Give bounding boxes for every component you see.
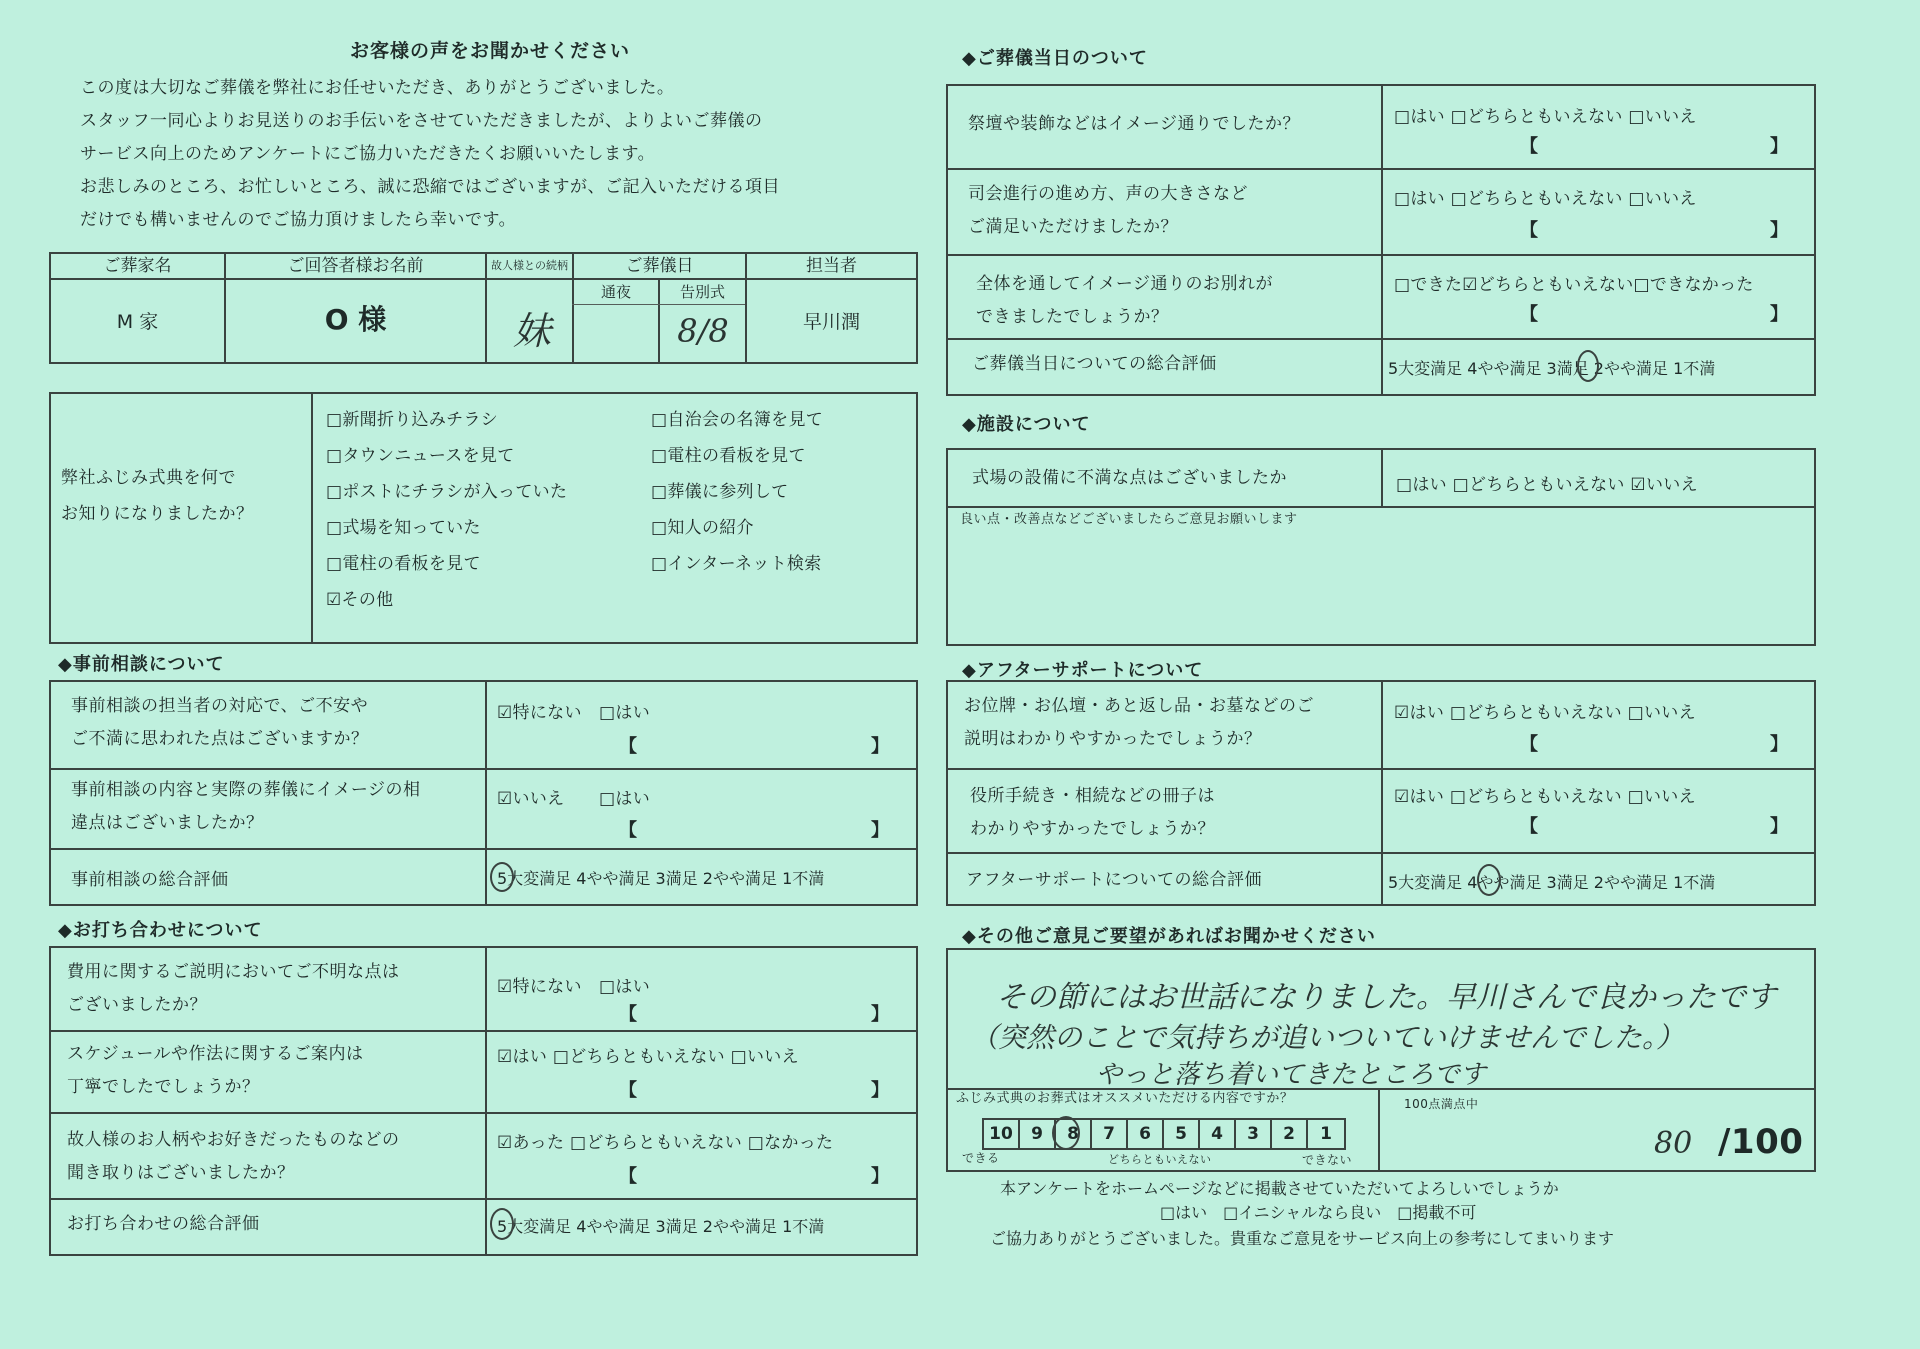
after-q2-options[interactable]: ☑はい □どちらともいえない □いいえ — [1394, 787, 1696, 807]
rating-circle — [1577, 350, 1599, 382]
scale-number[interactable]: 5 — [1164, 1120, 1200, 1148]
respondent-name: O 様 — [324, 303, 387, 336]
after-q1 — [964, 690, 1314, 756]
meeting-section-title: ◆お打ち合わせについて — [58, 920, 263, 941]
scale-number[interactable]: 7 — [1092, 1120, 1128, 1148]
consult-q3: 事前相談の総合評価 — [71, 870, 229, 890]
other-table — [946, 948, 1816, 1172]
question-line: 事前相談の内容と実際の葬儀にイメージの相 — [71, 780, 421, 800]
source-options-right — [651, 402, 823, 582]
source-option[interactable]: □インターネット検索 — [651, 554, 822, 574]
bracket-close: 】 — [1770, 304, 1788, 325]
question-line: 全体を通してイメージ通りのお別れが — [976, 274, 1273, 294]
meeting-q2 — [67, 1038, 363, 1104]
meeting-q3-options[interactable]: ☑あった □どちらともいえない □なかった — [497, 1133, 834, 1153]
bracket-close: 】 — [871, 1004, 889, 1025]
scale-number[interactable]: 8 — [1056, 1120, 1092, 1148]
question-line: お知りになりましたか？ — [61, 504, 254, 524]
handwritten-comment-line: やっと落ち着いてきたところです — [1096, 1060, 1486, 1090]
after-table — [946, 680, 1816, 906]
day-q2-options[interactable]: □はい □どちらともいえない □いいえ — [1394, 189, 1697, 209]
source-table — [49, 392, 918, 644]
question-line: 違点はございましたか？ — [71, 813, 264, 833]
facility-note: 良い点・改善点などございましたらご意見お願いします — [960, 512, 1298, 527]
question-line: 丁寧でしたでしょうか？ — [67, 1077, 260, 1097]
bracket-close: 】 — [1770, 136, 1788, 157]
question-line: 聞き取りはございましたか？ — [67, 1163, 295, 1183]
bracket-close: 】 — [1770, 220, 1788, 241]
bracket-open: 【 — [1520, 816, 1538, 837]
bracket-open: 【 — [1520, 136, 1538, 157]
scale-left-label: できる — [962, 1151, 1000, 1165]
score-handwritten: 80 — [1654, 1126, 1693, 1161]
intro-line: だけでも構いませんのでご協力頂けましたら幸いです。 — [80, 210, 517, 230]
consult-q1 — [71, 690, 369, 756]
question-line: 司会進行の進め方、声の大きさなど — [968, 184, 1248, 204]
staff-header: 担当者 — [806, 256, 857, 276]
question-line: ございましたか？ — [67, 995, 207, 1015]
bracket-close: 】 — [1770, 816, 1788, 837]
meeting-q4: お打ち合わせの総合評価 — [67, 1214, 260, 1234]
scale-number[interactable]: 6 — [1128, 1120, 1164, 1148]
meeting-q1 — [67, 956, 400, 1022]
consult-q1-options[interactable]: ☑特にない □はい — [497, 703, 651, 723]
intro-text — [80, 72, 780, 237]
relation-handwritten: 妹 — [512, 309, 551, 353]
day-q2 — [968, 178, 1248, 244]
day-q1: 祭壇や装飾などはイメージ通りでしたか？ — [968, 114, 1300, 134]
meeting-q2-options[interactable]: ☑はい □どちらともいえない □いいえ — [497, 1047, 799, 1067]
bracket-open: 【 — [1520, 734, 1538, 755]
recommend-circle — [1052, 1116, 1080, 1150]
question-line: スケジュールや作法に関するご案内は — [67, 1044, 364, 1064]
consult-table — [49, 680, 918, 906]
publish-options[interactable]: □はい □イニシャルなら良い □掲載不可 — [1160, 1203, 1477, 1222]
consult-q2 — [71, 774, 421, 840]
intro-line: サービス向上のためアンケートにご協力いただきたくお願いいたします。 — [80, 144, 656, 164]
scale-right-label: できない — [1302, 1153, 1353, 1167]
scale-number[interactable]: 10 — [984, 1120, 1020, 1148]
bracket-open: 【 — [619, 736, 637, 757]
bracket-open: 【 — [619, 1166, 637, 1187]
family-header: ご葬家名 — [103, 256, 172, 276]
scale-number[interactable]: 1 — [1320, 1124, 1332, 1144]
day-q3 — [976, 268, 1273, 334]
source-option[interactable]: ☑その他 — [326, 590, 394, 610]
bracket-close: 】 — [871, 820, 889, 841]
recommend-question: ふじみ式典のお葬式はオススメいただける内容ですか？ — [956, 1091, 1294, 1106]
scale-mid-label: どちらともいえない — [1108, 1153, 1212, 1166]
bracket-open: 【 — [619, 1004, 637, 1025]
consult-section-title: ◆事前相談について — [58, 654, 225, 675]
rating-circle — [490, 1208, 514, 1240]
question-line: ご満足いただけましたか？ — [968, 217, 1178, 237]
question-line: わかりやすかったでしょうか？ — [970, 819, 1215, 839]
intro-line: お悲しみのところ、お忙しいところ、誠に恐縮ではございますが、ご記入いただける項目 — [80, 177, 780, 197]
facility-section-title: ◆施設について — [962, 414, 1091, 435]
meeting-table — [49, 946, 918, 1256]
consult-rating-scale[interactable]: 5大変満足 4やや満足 3満足 2やや満足 1不満 — [497, 869, 825, 888]
source-option[interactable]: □ポストにチラシが入っていた — [326, 482, 568, 502]
day-section-title: ◆ご葬儀当日のついて — [962, 48, 1148, 69]
question-line: 故人様のお人柄やお好きだったものなどの — [67, 1130, 400, 1150]
day-q4: ご葬儀当日についての総合評価 — [972, 354, 1217, 374]
wake-header: 通夜 — [600, 283, 631, 301]
source-option[interactable]: □新聞折り込みチラシ — [326, 410, 499, 430]
source-option[interactable]: □電柱の看板を見て — [651, 446, 806, 466]
respondent-header: ご回答者様お名前 — [287, 256, 424, 276]
survey-title: お客様の声をお聞かせください — [349, 40, 630, 62]
source-option[interactable]: □式場を知っていた — [326, 518, 481, 538]
score-total: /100 — [1718, 1122, 1804, 1162]
facility-comment-area[interactable] — [964, 532, 1798, 636]
question-line: 役所手続き・相続などの冊子は — [970, 786, 1215, 806]
bracket-close: 】 — [871, 736, 889, 757]
thanks-note: ご協力ありがとうございました。貴重なご意見をサービス向上の参考にしてまいります — [990, 1229, 1615, 1248]
question-line: ご不満に思われた点はございますか？ — [71, 729, 369, 749]
source-options-left — [326, 402, 567, 618]
question-line: 費用に関するご説明においてご不明な点は — [67, 962, 400, 982]
intro-line: この度は大切なご葬儀を弊社にお任せいただき、ありがとうございました。 — [80, 78, 675, 98]
meeting-rating-scale[interactable]: 5大変満足 4やや満足 3満足 2やや満足 1不満 — [497, 1217, 825, 1236]
after-section-title: ◆アフターサポートについて — [962, 660, 1204, 681]
score-label: 100点満点中 — [1404, 1097, 1479, 1111]
day-table — [946, 84, 1816, 396]
scale-number[interactable]: 4 — [1200, 1120, 1236, 1148]
publish-question: 本アンケートをホームページなどに掲載させていただいてよろしいでしょうか — [1000, 1179, 1559, 1198]
bracket-close: 】 — [871, 1080, 889, 1101]
bracket-close: 】 — [871, 1166, 889, 1187]
funeral-header: 告別式 — [679, 283, 725, 301]
info-table — [49, 252, 918, 364]
after-rating-scale[interactable]: 5大変満足 4やや満足 3満足 2やや満足 1不満 — [1388, 873, 1716, 892]
handwritten-comment-line: （突然のことで気持ちが追いついていけませんでした。） — [970, 1021, 1685, 1054]
question-line: お位牌・お仏壇・あと返し品・お墓などのご — [964, 696, 1314, 716]
facility-q1-options[interactable]: □はい □どちらともいえない ☑いいえ — [1396, 475, 1698, 495]
relation-header: 故人様との続柄 — [491, 259, 568, 272]
source-option[interactable]: □知人の紹介 — [651, 518, 754, 538]
recommend-scale[interactable] — [982, 1118, 1346, 1150]
source-option[interactable]: □電柱の看板を見て — [326, 554, 481, 574]
scale-number[interactable]: 2 — [1272, 1120, 1308, 1148]
question-line: できましたでしょうか？ — [976, 307, 1169, 327]
facility-table — [946, 448, 1816, 646]
scale-number[interactable]: 3 — [1236, 1120, 1272, 1148]
day-q1-options[interactable]: □はい □どちらともいえない □いいえ — [1394, 107, 1697, 127]
consult-q2-options[interactable]: ☑いいえ □はい — [497, 789, 651, 809]
question-line: 説明はわかりやすかったでしょうか？ — [964, 729, 1262, 749]
source-option[interactable]: □タウンニュースを見て — [326, 446, 515, 466]
rating-circle — [1477, 864, 1501, 896]
question-line: 弊社ふじみ式典を何で — [61, 468, 236, 488]
handwritten-comment-line: その節にはお世話になりました。早川さんで良かったです — [996, 980, 1776, 1015]
after-q3: アフターサポートについての総合評価 — [966, 870, 1262, 890]
date-header: ご葬儀日 — [625, 256, 694, 276]
funeral-date-handwritten: 8/8 — [677, 312, 729, 350]
intro-line: スタッフ一同心よりお見送りのお手伝いをさせていただきましたが、よりよいご葬儀の — [80, 111, 763, 131]
bracket-open: 【 — [619, 1080, 637, 1101]
question-line: 事前相談の担当者の対応で、ご不安や — [71, 696, 369, 716]
meeting-q1-options[interactable]: ☑特にない □はい — [497, 977, 651, 997]
scale-number[interactable]: 9 — [1020, 1120, 1056, 1148]
bracket-open: 【 — [1520, 220, 1538, 241]
source-option[interactable]: □自治会の名簿を見て — [651, 410, 824, 430]
family-name: M 家 — [116, 311, 159, 333]
day-rating-scale[interactable]: 5大変満足 4やや満足 3満足 2やや満足 1不満 — [1388, 359, 1716, 378]
rating-circle — [490, 862, 514, 892]
facility-q1: 式場の設備に不満な点はございましたか — [972, 468, 1287, 488]
bracket-open: 【 — [1520, 304, 1538, 325]
staff-name: 早川潤 — [802, 311, 860, 333]
bracket-open: 【 — [619, 820, 637, 841]
other-section-title: ◆その他ご意見ご要望があればお聞かせください — [962, 926, 1376, 947]
after-q2 — [970, 780, 1215, 846]
day-q3-options[interactable]: □できた☑どちらともいえない□できなかった — [1394, 275, 1754, 295]
bracket-close: 】 — [1770, 734, 1788, 755]
source-option[interactable]: □葬儀に参列して — [651, 482, 789, 502]
meeting-q3 — [67, 1124, 400, 1190]
after-q1-options[interactable]: ☑はい □どちらともいえない □いいえ — [1394, 703, 1696, 723]
source-question — [61, 460, 254, 532]
